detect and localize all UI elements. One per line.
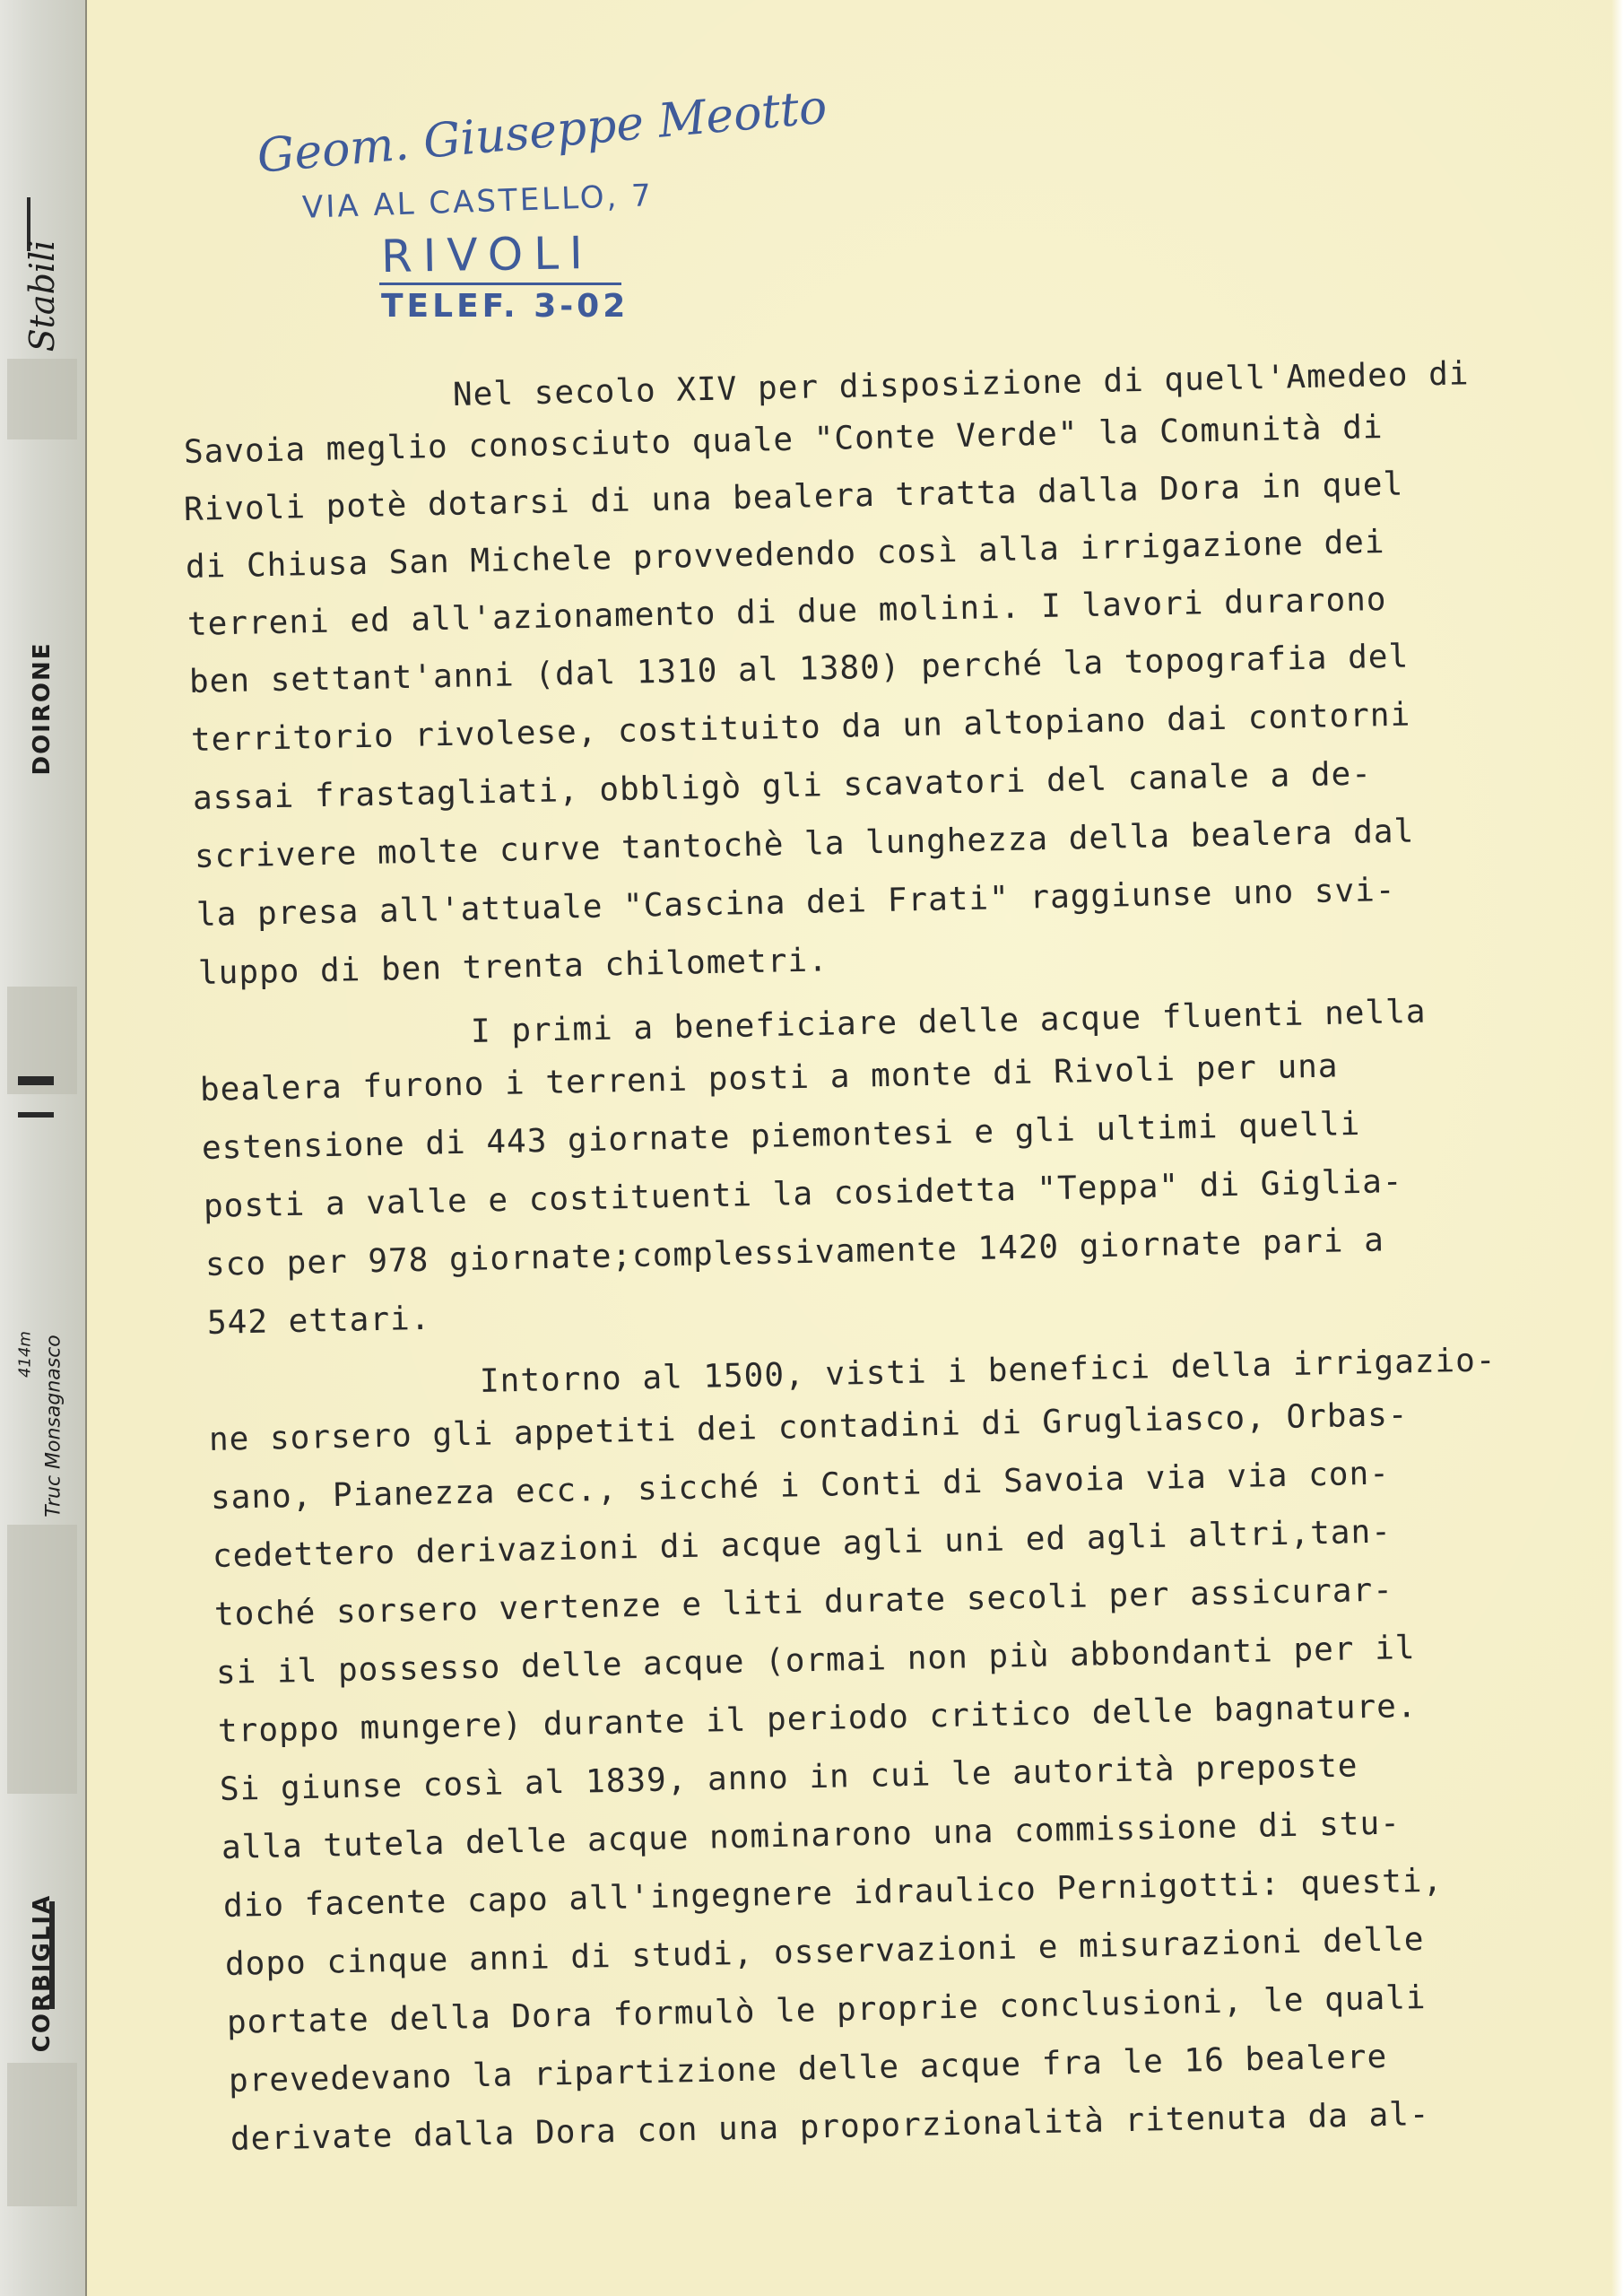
text-line: ne sorsero gli appetiti dei contadini di Grugliasco, Orbas- bbox=[208, 1396, 1409, 1458]
address-stamp bbox=[248, 80, 829, 327]
stamp-address: VIA AL CASTELLO, 7 bbox=[301, 178, 655, 226]
spine-label-truc-monsagnasco: Truc Monsagnasco bbox=[42, 1335, 65, 1518]
spine-label-doirone: DOIRONE bbox=[29, 641, 56, 776]
text-line: scrivere molte curve tantochè la lunghezza della bealera dal bbox=[194, 813, 1415, 875]
text-line: prevedevano la ripartizione delle acque fra le 16 bealere bbox=[228, 2038, 1388, 2100]
stamp-divider bbox=[379, 283, 621, 285]
text-line: posti a valle e costituenti la cosidetta "Teppa" di Giglia- bbox=[203, 1162, 1403, 1225]
text-line: ben settant'anni (dal 1310 al 1380) perché la topografia del bbox=[188, 638, 1410, 700]
text-line: luppo di ben trenta chilometri. bbox=[197, 942, 829, 992]
text-line: 542 ettari. bbox=[206, 1300, 431, 1342]
spine-label-altitude: 414m bbox=[15, 1331, 35, 1378]
spine-label-stabili: Stabili bbox=[22, 239, 62, 352]
text-line: Intorno al 1500, visti i benefici della irrigazio- bbox=[479, 1342, 1497, 1400]
text-line: troppo mungere) durante il periodo critico delle bagnature. bbox=[217, 1687, 1418, 1750]
text-line: dopo cinque anni di studi, osservazioni e misurazioni delle bbox=[224, 1920, 1425, 1983]
text-line: toché sorsero vertenze e liti durate secoli per assicurar- bbox=[213, 1571, 1394, 1633]
text-line: derivate dalla Dora con una proporzionalità ritenuta da al- bbox=[230, 2095, 1430, 2158]
text-line: di Chiusa San Michele provvedendo così alla irrigazione dei bbox=[185, 523, 1385, 586]
text-line: alla tutela delle acque nominarono una commissione di stu- bbox=[221, 1805, 1402, 1866]
handwritten-signature: Geom. Giuseppe Meotto bbox=[255, 80, 829, 184]
text-line: bealera furono i terreni posti a monte di Rivoli per una bbox=[199, 1048, 1339, 1109]
text-line: si il possesso delle acque (ormai non più abbondanti per il bbox=[215, 1629, 1416, 1692]
text-line: sco per 978 giornate;complessivamente 1420 giornate pari a bbox=[204, 1222, 1385, 1283]
spine-tick bbox=[18, 1076, 54, 1085]
text-line: terreni ed all'azionamento di due molini. I lavori durarono bbox=[187, 580, 1387, 643]
text-line: territorio rivolese, costituito da un altopiano dai contorni bbox=[190, 696, 1411, 759]
text-line: cedettero derivazioni di acque agli uni ed agli altri,tan- bbox=[212, 1513, 1393, 1575]
book-spine bbox=[0, 0, 88, 2296]
text-line: Nel secolo XIV per disposizione di quell'Amedeo di bbox=[452, 355, 1470, 413]
text-line: estensione di 443 giornate piemontesi e gli ultimi quelli bbox=[201, 1105, 1361, 1167]
stamp-city: RIVOLI bbox=[380, 226, 595, 283]
spine-label-corbiglia: CORBIGLIA bbox=[29, 1893, 56, 2053]
spine-tick bbox=[18, 1112, 54, 1118]
text-line: Savoia meglio conosciuto quale "Conte Verde" la Comunità di bbox=[183, 408, 1384, 471]
text-line: dio facente capo all'ingegnere idraulico Pernigotti: questi, bbox=[222, 1862, 1444, 1925]
text-line: portate della Dora formulò le proprie conclusioni, le quali bbox=[226, 1979, 1427, 2041]
text-line: Si giunse così al 1839, anno in cui le autorità preposte bbox=[219, 1747, 1358, 1808]
text-line: sano, Pianezza ecc., sicché i Conti di Savoia via via con- bbox=[210, 1455, 1391, 1517]
text-line: Rivoli potè dotarsi di una bealera tratta dalla Dora in quel bbox=[183, 465, 1404, 528]
stamp-phone: TELEF. 3-02 bbox=[381, 288, 629, 325]
text-line: I primi a beneficiare delle acque fluenti nella bbox=[470, 993, 1427, 1050]
text-line: la presa all'attuale "Cascina dei Frati" raggiunse uno svi- bbox=[195, 871, 1396, 934]
text-line: assai frastagliati, obbligò gli scavatori del canale a de- bbox=[192, 755, 1373, 817]
